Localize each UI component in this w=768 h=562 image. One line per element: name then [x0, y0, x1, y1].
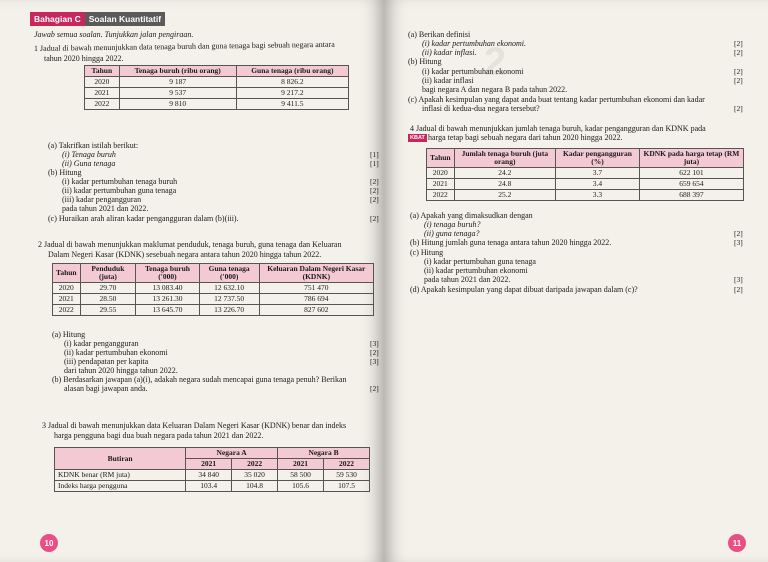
cell: 2022: [53, 305, 81, 316]
q1-b-ii: (ii) kadar pertumbuhan guna tenaga: [62, 186, 177, 195]
q2-th-0: Tahun: [53, 264, 81, 283]
cell: 3.4: [556, 179, 640, 190]
cell: 13 645.70: [136, 305, 199, 316]
cell: 3.3: [556, 190, 640, 201]
r-a: (a) Berikan definisi: [408, 30, 471, 39]
section-tag: Bahagian C: [30, 12, 85, 26]
cell: 688 397: [639, 190, 743, 201]
table-row: [53, 294, 374, 305]
q4-th-3: KDNK pada harga tetap (RM juta): [639, 149, 743, 168]
cell: Indeks harga pengguna: [55, 481, 186, 492]
cell: 2020: [85, 77, 120, 88]
mark: [2]: [734, 229, 743, 238]
q4-b: (b) Hitung jumlah guna tenaga antara tahun 2020 hingga 2022.: [410, 238, 612, 247]
q4-table: [426, 148, 744, 201]
q4-th-0: Tahun: [427, 149, 455, 168]
q1-a: (a) Takrifkan istilah berikut:: [48, 141, 139, 150]
q2-table: [52, 263, 374, 316]
q4-c-tail: pada tahun 2021 dan 2022.: [424, 275, 511, 284]
show-through-decoration: 2: [484, 40, 507, 84]
q3-year: 2022: [232, 459, 278, 470]
mark: [2]: [734, 285, 743, 294]
r-b-tail: bagi negara A dan negara B pada tahun 2022.: [422, 85, 568, 94]
mark: [3]: [734, 238, 743, 247]
mark: [2]: [370, 214, 379, 223]
q3-year: 2021: [186, 459, 232, 470]
q3-th-butiran: Butiran: [55, 448, 186, 470]
table-row: [427, 179, 744, 190]
q1-stem-1: 1 Jadual di bawah menunjukkan data tenaga buruh dan guna tenaga bagi sebuah negara antara: [33, 39, 335, 53]
cell: 2021: [53, 294, 81, 305]
r-a-i: (i) kadar pertumbuhan ekonomi.: [422, 39, 526, 48]
cell: 827 602: [259, 305, 373, 316]
table-row: [427, 168, 744, 179]
mark: [2]: [370, 384, 379, 393]
mark: [2]: [734, 104, 743, 113]
mark: [2]: [370, 195, 379, 204]
q4-stem-1: 4 Jadual di bawah menunjukkan jumlah tenaga buruh, kadar pengangguran dan KDNK pada: [410, 124, 706, 133]
q1-table: [84, 65, 349, 110]
q4-th-2: Kadar pengangguran (%): [556, 149, 640, 168]
q1-th-2: Guna tenaga (ribu orang): [236, 66, 348, 77]
q2-a: (a) Hitung: [52, 330, 86, 339]
cell: 29.70: [80, 283, 136, 294]
cell: 58 500: [278, 470, 324, 481]
table-row: [427, 190, 744, 201]
cell: 2020: [427, 168, 455, 179]
cell: 35 020: [232, 470, 278, 481]
q2-a-tail: dari tahun 2020 hingga tahun 2022.: [64, 366, 178, 375]
q2-th-1: Penduduk (juta): [80, 264, 136, 283]
cell: 8 826.2: [236, 77, 348, 88]
q4-stem-2: harga tetap bagi sebuah negara dari tahun 2020 hingga 2022.: [428, 133, 623, 142]
cell: 25.2: [454, 190, 556, 201]
cell: 105.6: [278, 481, 324, 492]
cell: KDNK benar (RM juta): [55, 470, 186, 481]
table-row: [55, 481, 370, 492]
mark: [2]: [734, 48, 743, 57]
mark: [2]: [370, 348, 379, 357]
table-row: [85, 99, 349, 110]
q1-a-ii: (ii) Guna tenaga: [62, 159, 116, 168]
r-c-2: inflasi di kedua-dua negara tersebut?: [422, 104, 540, 113]
q1-b-iii: (iii) kadar pengangguran: [62, 195, 142, 204]
cell: 24.8: [454, 179, 556, 190]
cell: 2022: [85, 99, 120, 110]
q4-a: (a) Apakah yang dimaksudkan dengan: [410, 211, 533, 220]
q2-stem-2: Dalam Negeri Kasar (KDNK) sesebuah negara antara tahun 2020 hingga tahun 2022.: [48, 250, 322, 259]
cell: 9 217.2: [236, 88, 348, 99]
mark: [1]: [370, 159, 379, 168]
cell: 107.5: [324, 481, 370, 492]
cell: 34 840: [186, 470, 232, 481]
q1-th-0: Tahun: [85, 66, 120, 77]
cell: 13 261.30: [136, 294, 199, 305]
q3-th-negara-b: Negara B: [278, 448, 370, 459]
mark: [1]: [370, 150, 379, 159]
mark: [2]: [370, 177, 379, 186]
cell: 786 694: [259, 294, 373, 305]
cell: 9 411.5: [236, 99, 348, 110]
cell: 12 737.50: [199, 294, 259, 305]
q2-a-ii: (ii) kadar pertumbuhan ekonomi: [64, 348, 168, 357]
q2-b-2: alasan bagi jawapan anda.: [64, 384, 148, 393]
q1-b: (b) Hitung: [48, 168, 82, 177]
q2-a-i: (i) kadar pengangguran: [64, 339, 139, 348]
q2-th-3: Guna tenaga ('000): [199, 264, 259, 283]
cell: 622 101: [639, 168, 743, 179]
q4-th-1: Jumlah tenaga buruh (juta orang): [454, 149, 556, 168]
mark: [2]: [734, 76, 743, 85]
q3-year: 2021: [278, 459, 324, 470]
q4-c-i: (i) kadar pertumbuhan guna tenaga: [424, 257, 536, 266]
cell: 2021: [85, 88, 120, 99]
q3-stem-2: harga pengguna bagi dua buah negara pada tahun 2021 dan 2022.: [54, 431, 264, 440]
q1-stem-2: tahun 2020 hingga 2022.: [44, 54, 124, 63]
section-title: Soalan Kuantitatif: [85, 12, 165, 26]
cell: 24.2: [454, 168, 556, 179]
cell: 2022: [427, 190, 455, 201]
r-b-i: (i) kadar pertumbuhan ekonomi: [422, 67, 524, 76]
cell: 9 810: [119, 99, 236, 110]
instruction: Jawab semua soalan. Tunjukkan jalan pengiraan.: [34, 30, 194, 39]
r-c-1: (c) Apakah kesimpulan yang dapat anda buat tentang kadar pertumbuhan ekonomi dan kadar: [408, 95, 705, 104]
cell: 59 530: [324, 470, 370, 481]
cell: 659 654: [639, 179, 743, 190]
cell: 28.50: [80, 294, 136, 305]
q3-stem-1: 3 Jadual di bawah menunjukkan data Keluaran Dalam Negeri Kasar (KDNK) benar dan indeks: [42, 421, 347, 430]
q1-c: (c) Huraikan arah aliran kadar pengangguran dalam (b)(iii).: [48, 214, 239, 223]
cell: 9 187: [119, 77, 236, 88]
cell: 12 632.10: [199, 283, 259, 294]
mark: [3]: [370, 339, 379, 348]
cell: 104.8: [232, 481, 278, 492]
r-b: (b) Hitung: [408, 57, 442, 66]
cell: 29.55: [80, 305, 136, 316]
q2-stem-1: 2 Jadual di bawah menunjukkan maklumat penduduk, tenaga buruh, guna tenaga dan Keluaran: [38, 240, 342, 249]
page-number-left: 10: [40, 534, 58, 552]
cell: 9 537: [119, 88, 236, 99]
table-row: [55, 470, 370, 481]
cell: 103.4: [186, 481, 232, 492]
table-row: [53, 283, 374, 294]
q1-th-1: Tenaga buruh (ribu orang): [119, 66, 236, 77]
cell: 751 470: [259, 283, 373, 294]
q2-b-1: (b) Berdasarkan jawapan (a)(i), adakah negara sudah mencapai guna tenaga penuh? Berikan: [52, 375, 347, 384]
q3-table: [54, 447, 370, 492]
mark: [3]: [370, 357, 379, 366]
table-row: [85, 88, 349, 99]
mark: [3]: [734, 275, 743, 284]
r-b-ii: (ii) kadar inflasi: [422, 76, 474, 85]
mark: [2]: [734, 67, 743, 76]
cell: 2020: [53, 283, 81, 294]
q4-c-ii: (ii) kadar pertumbuhan ekonomi: [424, 266, 528, 275]
q2-th-4: Keluaran Dalam Negeri Kasar (KDNK): [259, 264, 373, 283]
q4-a-ii: (ii) guna tenaga?: [424, 229, 480, 238]
q3-th-negara-a: Negara A: [186, 448, 278, 459]
q2-a-iii: (iii) pendapatan per kapita: [64, 357, 149, 366]
q1-b-tail: pada tahun 2021 dan 2022.: [62, 204, 149, 213]
cell: 13 226.70: [199, 305, 259, 316]
table-row: [85, 77, 349, 88]
cell: 3.7: [556, 168, 640, 179]
page-number-right: 11: [728, 534, 746, 552]
q3-year: 2022: [324, 459, 370, 470]
right-page: [384, 0, 768, 562]
kbat-badge: KBAT: [410, 135, 425, 141]
q1-a-i: (i) Tenaga buruh: [62, 150, 116, 159]
q4-c: (c) Hitung: [410, 248, 444, 257]
cell: 13 083.40: [136, 283, 199, 294]
q4-d: (d) Apakah kesimpulan yang dapat dibuat daripada jawapan dalam (c)?: [410, 285, 638, 294]
cell: 2021: [427, 179, 455, 190]
table-row: [53, 305, 374, 316]
q1-b-i: (i) kadar pertumbuhan tenaga buruh: [62, 177, 178, 186]
mark: [2]: [734, 39, 743, 48]
q2-th-2: Tenaga buruh ('000): [136, 264, 199, 283]
section-header: [30, 12, 165, 26]
q4-a-i: (i) tenaga buruh?: [424, 220, 481, 229]
r-a-ii: (ii) kadar inflasi.: [422, 48, 477, 57]
mark: [2]: [370, 186, 379, 195]
